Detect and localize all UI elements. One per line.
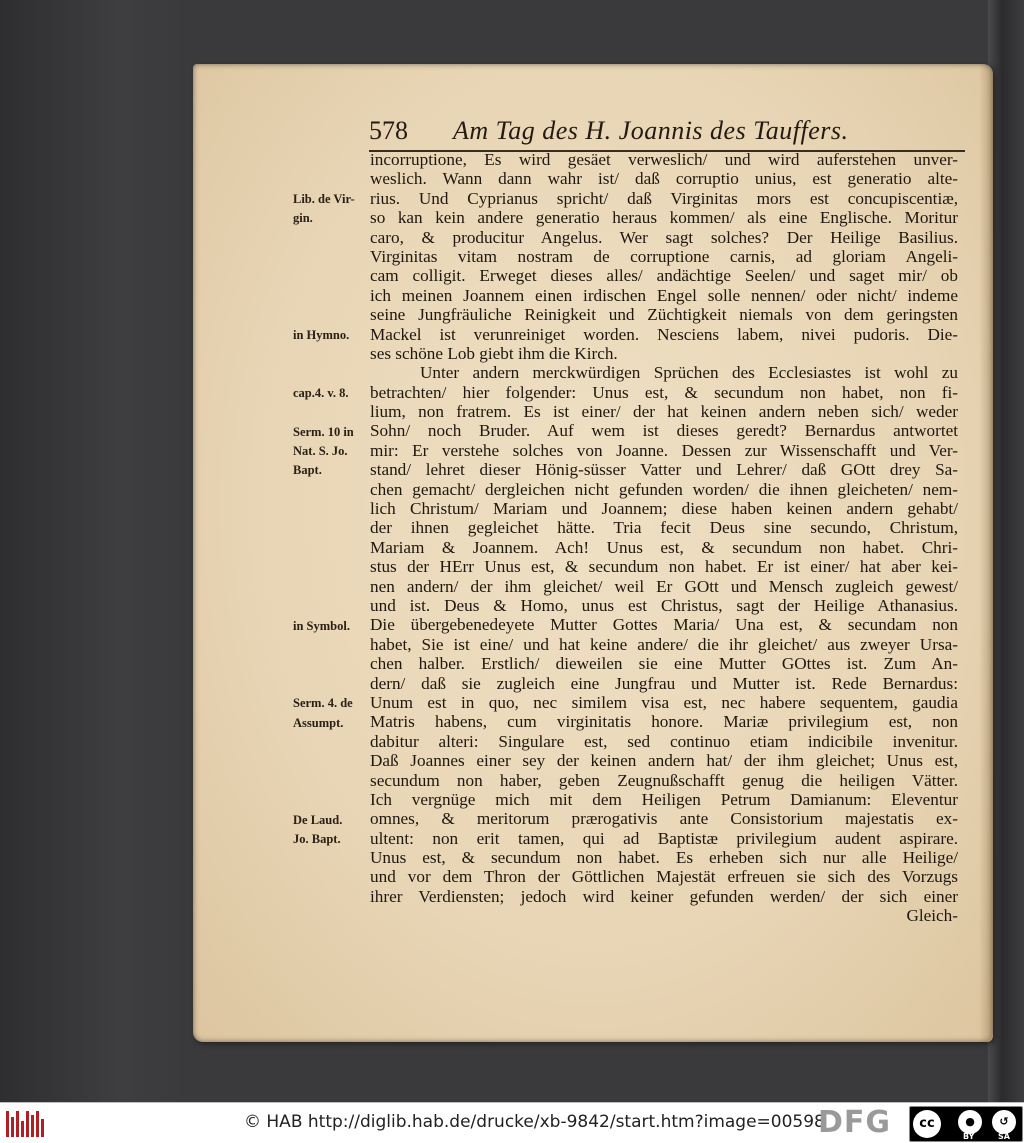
text-line: ihrer Verdiensten; jedoch wird keiner gefunden werden/ der sich einer [370, 886, 958, 906]
text-line: ultent: non erit tamen, qui ad Baptistæ privilegium audent aspirare. [370, 828, 958, 848]
margin-note: Serm. 10 in [293, 424, 354, 439]
running-title: Am Tag des H. Joannis des Tauffers. [453, 116, 849, 145]
text-line: secundum non haber, geben Zeugnußschafft genug die heiligen Vätter. [370, 770, 958, 790]
page-edge-shadow [979, 64, 993, 1042]
book-binding [988, 0, 1024, 1102]
text-line: Mariam & Joannem. Ach! Unus est, & secundum non habet. Chri- [370, 537, 958, 557]
margin-note: Nat. S. Jo. [293, 444, 348, 458]
text-line: Die übergebenedeyete Mutter Gottes Maria/ Una est, & secundam non [370, 615, 958, 635]
text-line: betrachten/ hier folgender: Unus est, & secundum non habet, non fi- [370, 382, 958, 402]
text-line: ses schöne Lob giebt ihm die Kirch. [370, 343, 618, 363]
text-line: habet, Sie ist eine/ und hat keine andere/ die ihr gleichet/ aus zweyer Ursa- [370, 634, 958, 654]
license-label-by: BY [963, 1132, 975, 1141]
text-line: dabitur alteri: Singulare est, sed continuo etiam indicibile invenitur. [370, 731, 958, 751]
margin-note: gin. [293, 211, 313, 226]
text-line: incorruptione, Es wird gesäet verweslich/ und wird auferstehen unver- [370, 150, 958, 169]
text-line: Unum est in quo, nec similem visa est, nec habere sequentem, gaudia [370, 692, 958, 712]
body-text [370, 150, 958, 926]
text-line: stus der HErr Unus est, & secundum non habet. Er ist einer/ hat aber kei- [370, 557, 958, 577]
text-line: und vor dem Thron der Göttlichen Majestät erfreuen sie sich des Vorzugs [370, 867, 958, 887]
dfg-logo: DFG [818, 1105, 892, 1140]
margin-note: Assumpt. [293, 715, 344, 730]
text-line: cam colligit. Erweget dieses alles/ andächtige Seelen/ und saget mir/ ob [370, 266, 958, 286]
license-label-sa: SA [998, 1132, 1010, 1141]
margin-note: Serm. 4. de [293, 696, 353, 711]
text-line: chen gemacht/ dergleichen nicht gefunden worden/ die ihnen gleicheten/ nem- [370, 479, 958, 499]
copyright-link[interactable]: © HAB http://diglib.hab.de/drucke/xb-9842/start.htm?image=00598 [244, 1112, 825, 1132]
text-line: stand/ lehret dieser Hönig-süsser Vatter und Lehrer/ daß GOtt drey Sa- [370, 460, 958, 480]
text-line: weslich. Wann dann wahr ist/ daß corruptio unius, est generatio alte- [370, 169, 958, 189]
text-line: Matris habens, cum virginitatis honore. Mariæ privilegium est, non [370, 712, 958, 732]
text-line: lium, non fratrem. Es ist einer/ der hat keinen andern neben sich/ weder [370, 402, 958, 422]
text-line: dern/ daß sie zugleich eine Jungfrau und Mutter ist. Rede Bernardus: [370, 673, 958, 693]
by-icon: ● [958, 1110, 982, 1134]
text-line: Sohn/ noch Bruder. Auf wem ist dieses geredt? Bernardus antwortet [370, 421, 958, 441]
text-line: Gleich- [906, 906, 958, 926]
margin-note: Jo. Bapt. [293, 832, 341, 846]
text-line: Virginitas vitam nostram de corruptione carnis, ad gloriam Angeli- [370, 246, 958, 266]
text-line: Mackel ist verunreiniget worden. Nesciens labem, nivei pudoris. Die- [370, 324, 958, 344]
margin-note: Bapt. [293, 463, 322, 478]
text-line: Ich vergnüge mich mit dem Heiligen Petrum Damianum: Eleventur [370, 789, 958, 809]
sa-icon: ↺ [992, 1110, 1016, 1134]
running-head [369, 112, 969, 146]
text-line: caro, & producitur Angelus. Wer sagt solches? Der Heilige Basilius. [370, 227, 958, 247]
text-line: Daß Joannes einer sey der keinen andern hat/ der ihm gleichet; Unus est, [370, 751, 958, 771]
text-line: chen halber. Erstlich/ dieweilen sie eine Mutter GOttes ist. Zum An- [370, 654, 958, 674]
margin-note: cap.4. v. 8. [293, 385, 349, 400]
book-page [193, 64, 993, 1042]
text-line: lich Christum/ Mariam und Joannem; diese haben keinen andern gehabt/ [370, 499, 958, 519]
license-badge[interactable] [909, 1106, 1023, 1142]
hab-logo [6, 1109, 48, 1137]
text-line: omnes, & meritorum prærogativis ante Consistorium majestatis ex- [370, 809, 958, 829]
text-line: ich meinen Joannem einen irdischen Engel solle nennen/ oder nicht/ indeme [370, 285, 958, 305]
page-number: 578 [369, 116, 408, 145]
margin-note: in Symbol. [293, 618, 350, 633]
text-line: seine Jungfräuliche Reinigkeit und Züchtigkeit niemals von dem geringsten [370, 305, 958, 325]
text-line: nen andern/ der ihm gleichet/ weil Er GOtt und Mensch zugleich gewest/ [370, 576, 958, 596]
margin-note: in Hymno. [293, 327, 350, 342]
text-line: Unus est, & secundum non habet. Es erheben sich nur alle Heilige/ [370, 848, 958, 868]
text-line: der ihnen gegleichet hätte. Tria fecit Deus sine secundo, Christum, [370, 518, 958, 538]
margin-note: De Laud. [293, 812, 343, 827]
text-line: und ist. Deus & Homo, unus est Christus, sagt der Heilige Athanasius. [370, 595, 958, 615]
margin-note: Lib. de Vir- [293, 191, 355, 206]
cc-icon: cc [913, 1110, 941, 1138]
text-line: rius. Und Cyprianus spricht/ daß Virginitas mors est concupiscentiæ, [370, 188, 958, 208]
text-line: Unter andern merckwürdigen Sprüchen des Ecclesiastes ist wohl zu [420, 363, 958, 383]
text-line: so kan kein andere generatio heraus kommen/ als eine Englische. Moritur [370, 208, 958, 228]
viewer-footer [0, 1102, 1024, 1143]
text-line: mir: Er verstehe solches von Joanne. Dessen zur Wissenschafft und Ver- [370, 440, 958, 460]
